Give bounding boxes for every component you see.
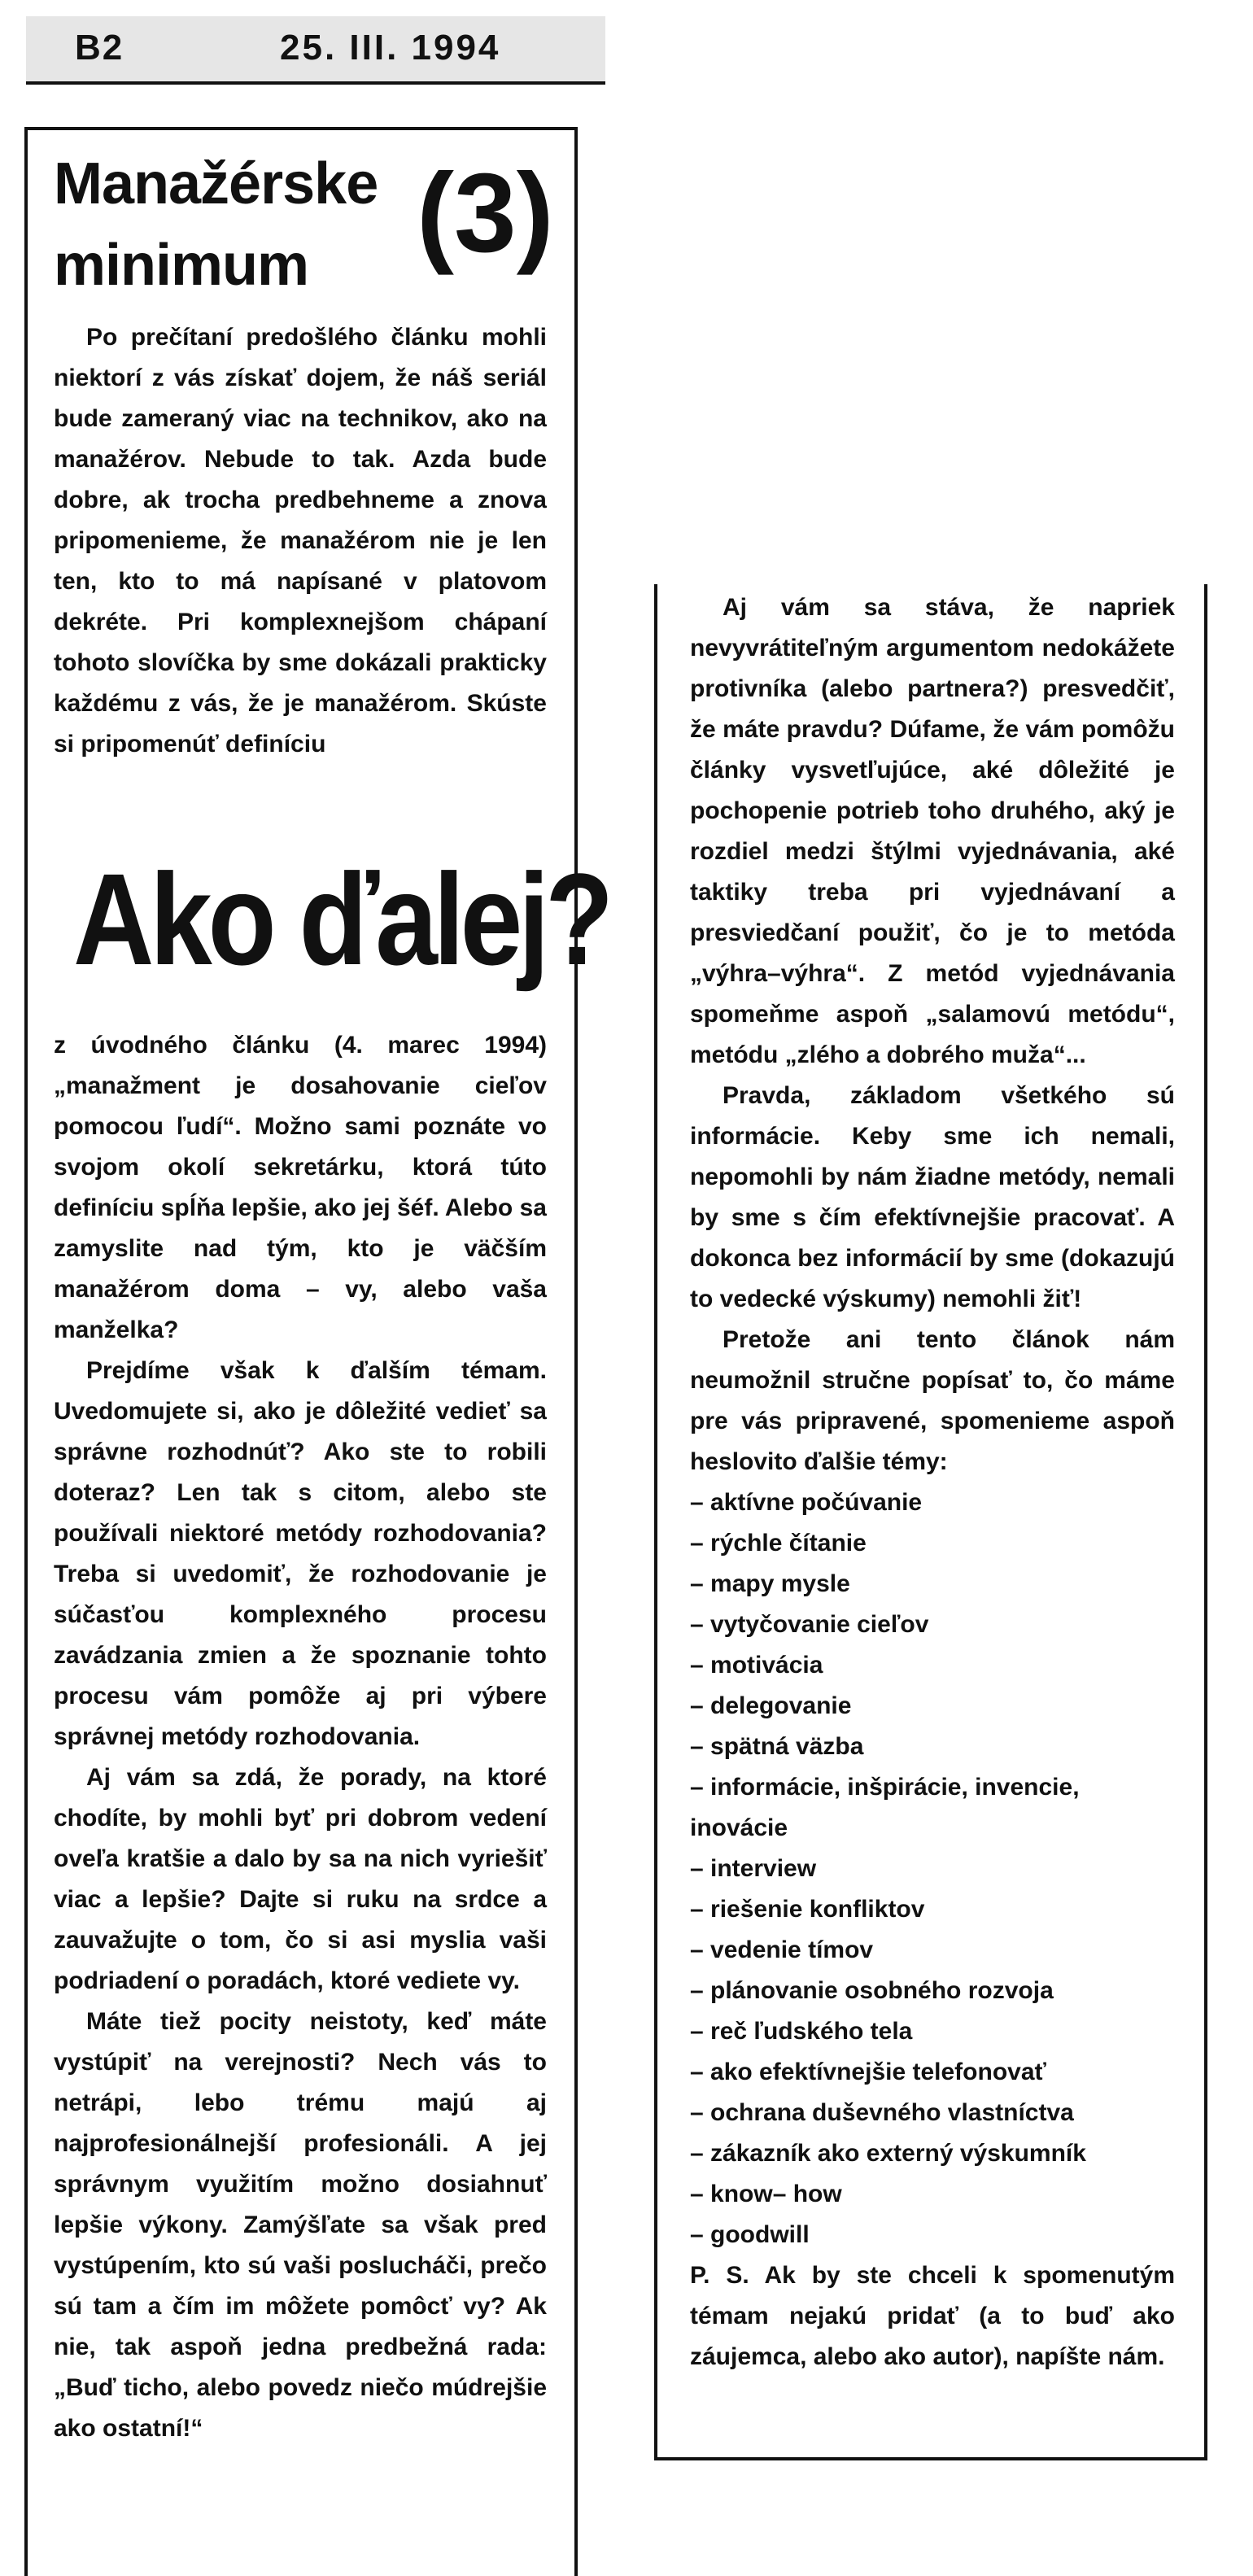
list-item: – mapy mysle [690,1570,850,1597]
list-item: – rýchle čítanie [690,1530,867,1557]
list-item: – riešenie konfliktov [690,1896,925,1923]
issue-date: 25. III. 1994 [280,28,501,68]
intro-paragraph: Po prečítaní predošlého článku mohli niektorí z vás získať dojem, že náš seriál bude zameraný viac na technikov, ako na manažérov. Nebude to tak. Azda bude dobre, ak trocha predbehneme a znova pripomenieme, že manažérom nie je len ten, kto to má napísané v platovom dekréte. Pri komplexnejšom chápaní tohoto slovíčka by sme dokázali prakticky každému z vás, že je manažérom. Skúste si pripomenúť definíciu [54,324,547,758]
article-title [54,143,378,306]
list-item: – ako efektívnejšie telefonovať [690,2059,1046,2085]
paragraph: Aj vám sa zdá, že porady, na ktoré chodíte, by mohli byť pri dobrom vedení oveľa kratšie a dalo by sa na nich vyriešiť viac a lepšie? Dajte si ruku na srdce a zauvažujte o tom, čo si asi myslia vaši podriadení o poradách, ktoré vediete vy. [54,1764,547,1994]
article-column-right [654,584,1207,2460]
article-column-left [24,127,610,2576]
paragraph: Pravda, základom všetkého sú informácie. Keby sme ich nemali, nepomohli by nám žiadne metódy, nemali by sme s čím efektívnejšie pracovať. A dokonca bez informácií by sme (dokazujú to vedecké výskumy) nemohli žiť! [690,1082,1175,1312]
list-item: – delegovanie [690,1692,852,1719]
list-item: – zákazník ako externý výskumník [690,2140,1086,2167]
body-text-right [690,587,1175,2377]
list-item: – interview [690,1855,817,1882]
list-item: – plánovanie osobného rozvoja [690,1977,1054,2004]
list-item: – motivácia [690,1652,823,1679]
list-item: – vedenie tímov [690,1936,874,1963]
list-item: – ochrana duševného vlastníctva [690,2099,1074,2126]
section-heading: Ako ďalej? [73,846,610,992]
list-item: – know– how [690,2181,842,2207]
paragraph: Aj vám sa stáva, že napriek nevyvrátiteľným argumentom nedokážete protivníka (alebo partnera?) presvedčiť, že máte pravdu? Dúfame, že vám pomôžu články vysvetľujúce, aké dôležité je pochopenie potrieb toho druhého, aký je rozdiel medzi štýlmi vyjednávania, aké taktiky treba pri vyjednávaní a presviedčaní použiť, čo je to metóda „výhra–výhra“. Z metód vyjednávania spomeňme aspoň „salamovú metódu“, metódu „zlého a dobrého muža“... [690,594,1175,1068]
postscript: P. S. Ak by ste chceli k spomenutým témam nejakú pridať (a to buď ako záujemca, alebo ako autor), napíšte nám. [690,2262,1175,2370]
body-text-left [54,1025,547,2449]
title-line-2: minimum [54,233,309,298]
paragraph: Pretože ani tento článok nám neumožnil stručne popísať to, čo máme pre vás pripravené, spomenieme aspoň heslovito ďalšie témy: [690,1326,1175,1475]
series-number: (3) [417,151,554,276]
list-item: – goodwill [690,2221,810,2248]
paragraph: Prejdíme však k ďalším témam. Uvedomujete si, ako je dôležité vedieť sa správne rozhodnúť? Ako ste to robili doteraz? Len tak s citom, alebo ste používali niektoré metódy rozhodovania? Treba si uvedomiť, že rozhodovanie je súčasťou komplexného procesu zavádzania zmien a že spoznanie tohto procesu vám pomôže aj pri výbere správnej metódy rozhodovania. [54,1357,547,1750]
paragraph: Máte tiež pocity neistoty, keď máte vystúpiť na verejnosti? Nech vás to netrápi, lebo trému majú aj najprofesionálnejší profesionáli. A jej správnym využitím možno dosiahnuť lepšie výkony. Zamýšľate sa však pred vystúpením, kto sú vaši poslucháči, prečo sú tam a čím im môžete pomôcť vy? Ak nie, tak aspoň jedna predbežná rada: „Buď ticho, alebo povedz niečo múdrejšie ako ostatní!“ [54,2008,547,2442]
page-header [26,16,605,85]
list-item: – aktívne počúvanie [690,1489,923,1516]
topic-list [690,1482,1175,2255]
intro-text [54,317,547,765]
list-item: – vytyčovanie cieľov [690,1611,929,1638]
list-item: – spätná väzba [690,1733,864,1760]
title-line-1: Manažérske [54,151,378,216]
page-number: B2 [75,28,124,68]
list-item: – informácie, inšpirácie, invencie, inovácie [690,1774,1080,1841]
paragraph: z úvodného článku (4. marec 1994) „manažment je dosahovanie cieľov pomocou ľudí“. Možno sami poznáte vo svojom okolí sekretárku, ktorá túto definíciu spĺňa lepšie, ako jej šéf. Alebo sa zamyslite nad tým, kto je väčším manažérom doma – vy, alebo vaša manželka? [54,1032,547,1343]
list-item: – reč ľudského tela [690,2018,913,2045]
